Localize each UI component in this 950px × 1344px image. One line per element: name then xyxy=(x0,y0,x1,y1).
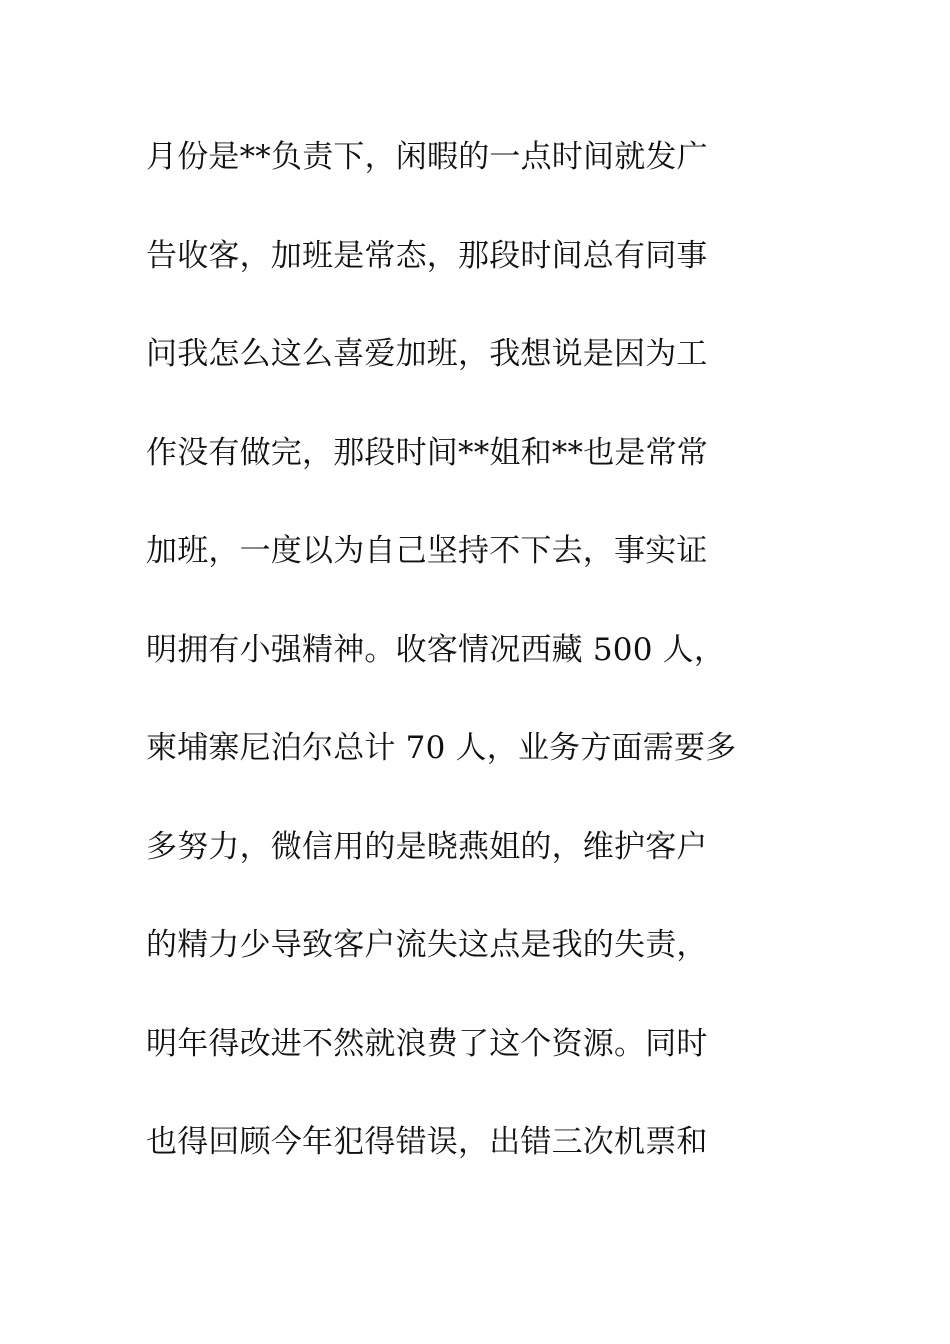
text-line: 加班，一度以为自己坚持不下去，事实证 xyxy=(146,533,708,569)
text-line: 柬埔寨尼泊尔总计 70 人，业务方面需要多 xyxy=(146,730,737,766)
text-line: 问我怎么这么喜爱加班，我想说是因为工 xyxy=(146,336,708,372)
text-line: 告收客，加班是常态，那段时间总有同事 xyxy=(146,237,708,274)
text-line: 也得回顾今年犯得错误，出错三次机票和 xyxy=(146,1124,708,1160)
text-line: 的精力少导致客户流失这点是我的失责， xyxy=(146,927,708,963)
text-line: 作没有做完，那段时间**姐和**也是常常 xyxy=(146,434,708,471)
text-line: 多努力，微信用的是晓燕姐的，维护客户 xyxy=(146,828,708,865)
text-line: 明年得改进不然就浪费了这个资源。同时 xyxy=(146,1025,708,1062)
text-line: 月份是**负责下，闲暇的一点时间就发广 xyxy=(146,139,708,175)
body-text xyxy=(146,128,806,1212)
text-line: 明拥有小强精神。收客情况西藏 500 人， xyxy=(146,631,726,668)
